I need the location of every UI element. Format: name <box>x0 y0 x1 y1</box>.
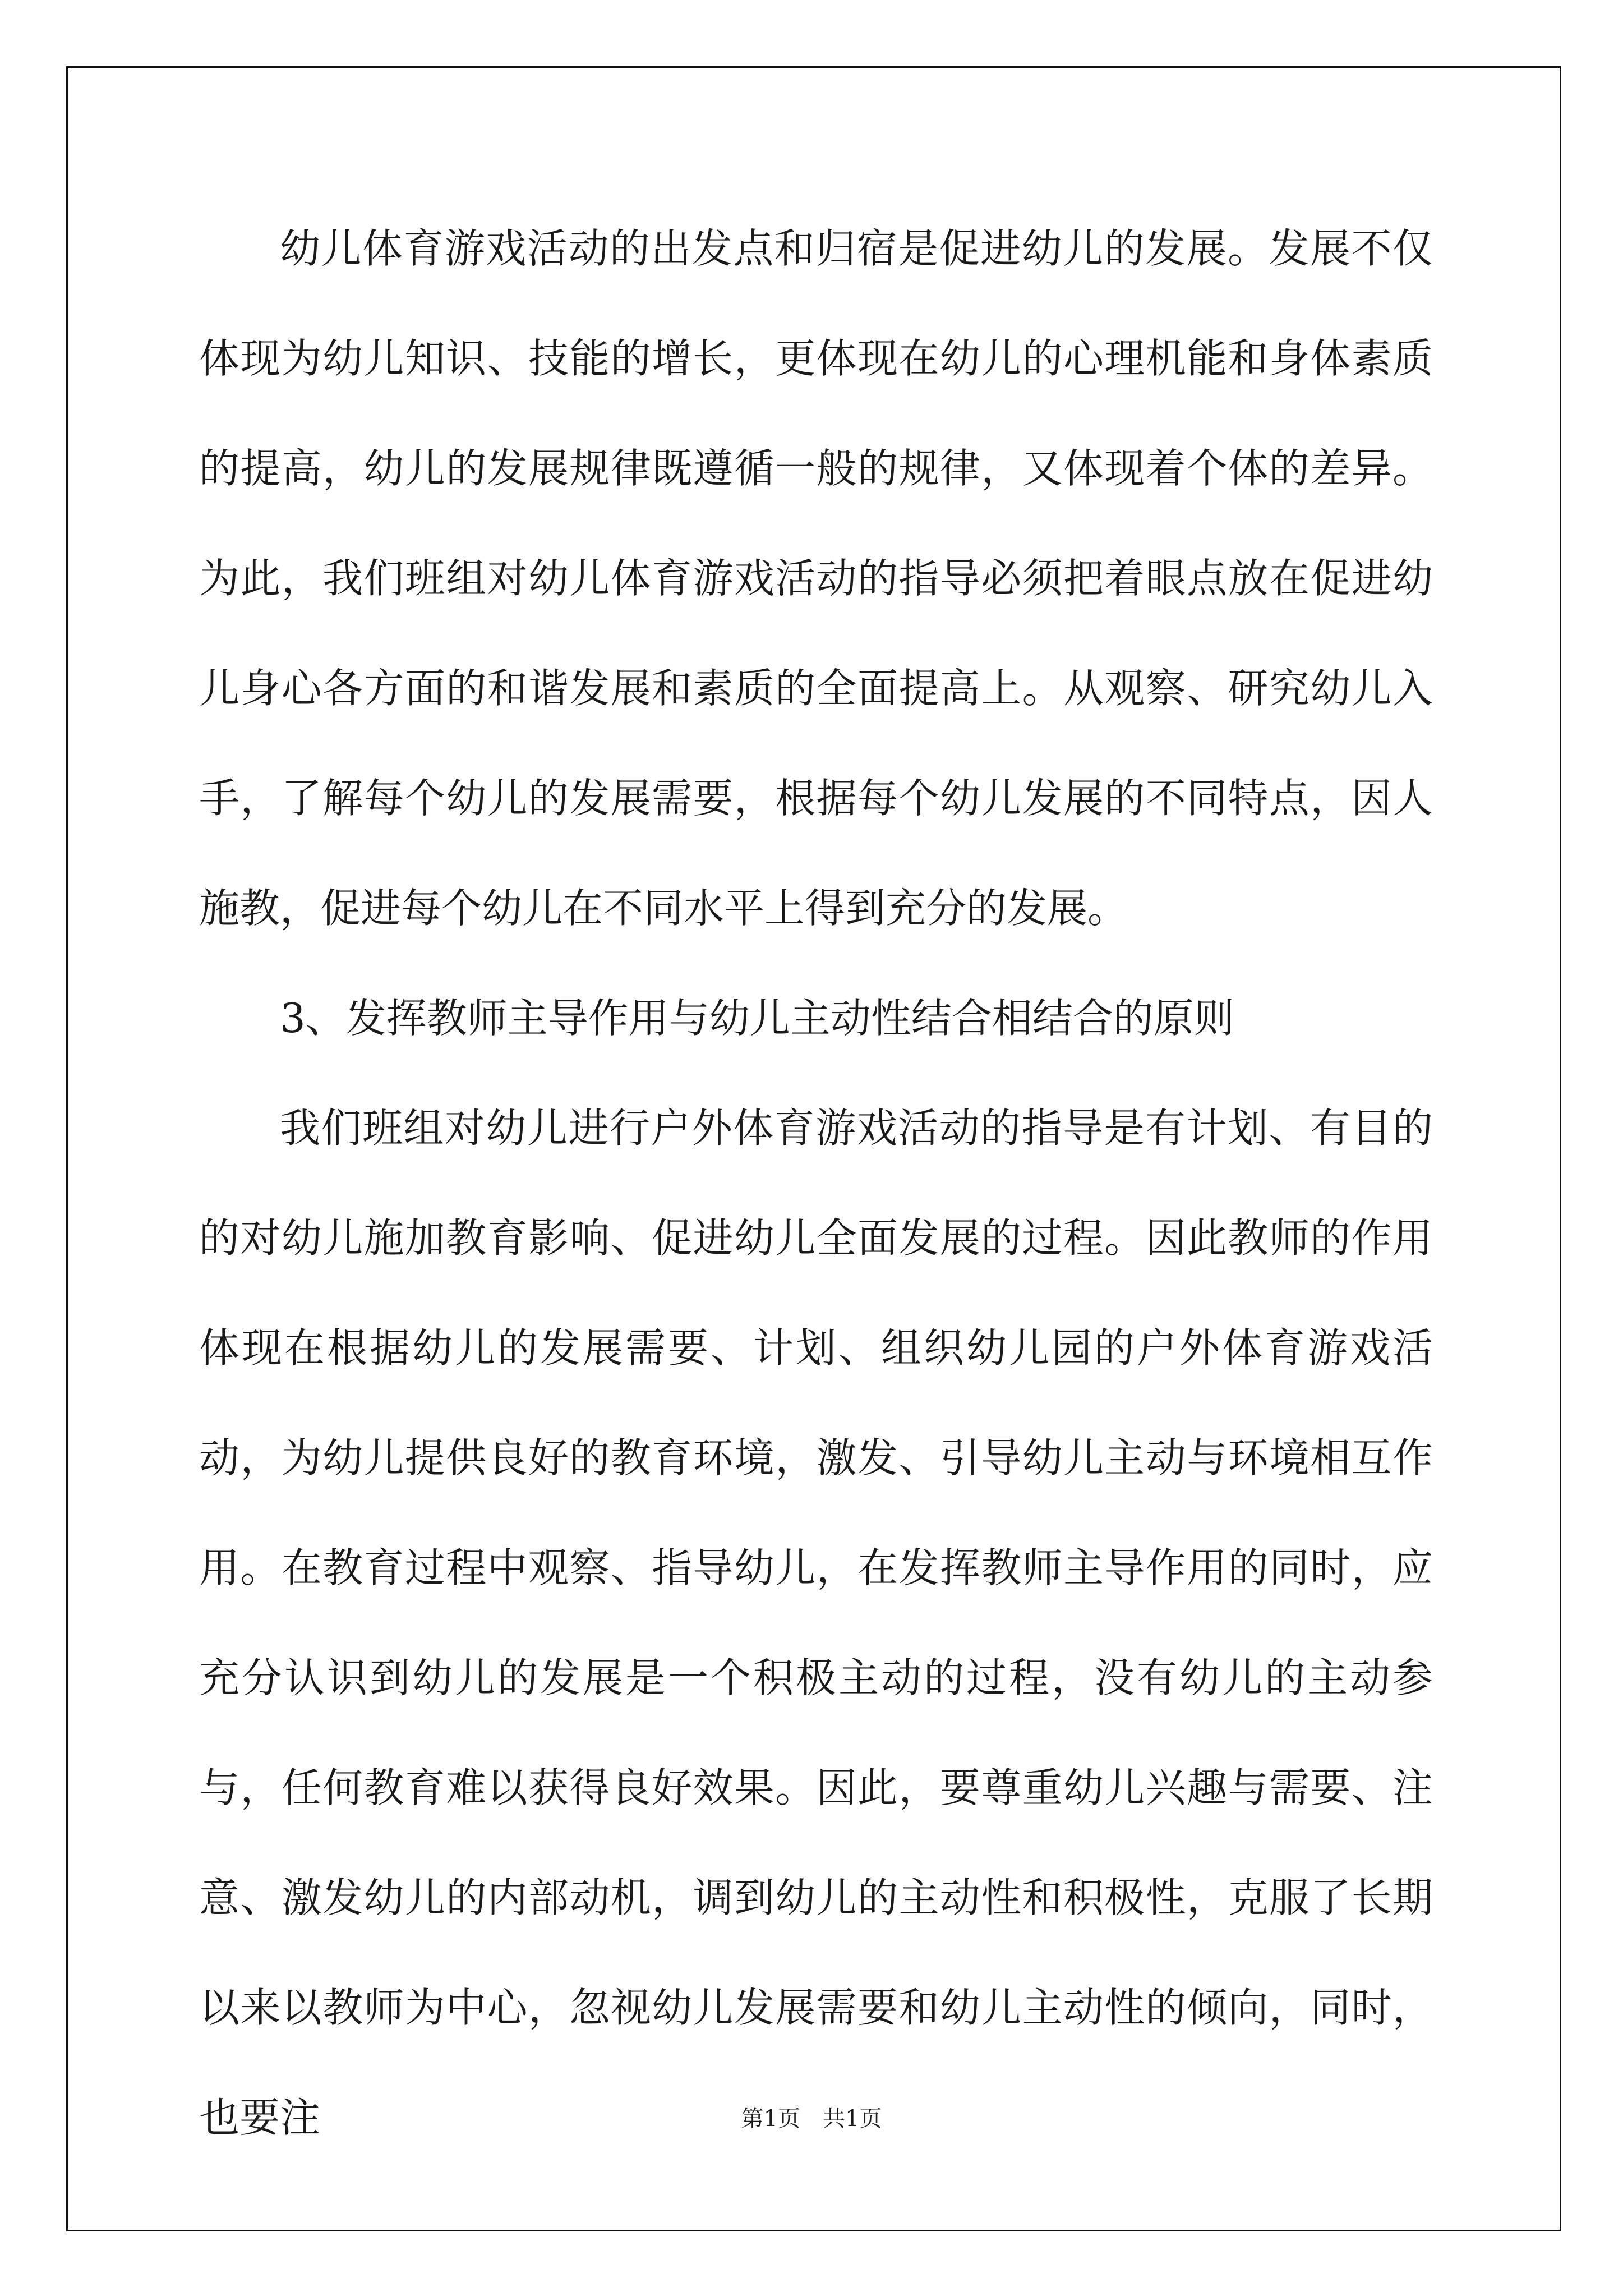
document-body <box>199 194 1433 2173</box>
section-heading-principle-3: 3、发挥教师主导作用与幼儿主动性结合相结合的原则 <box>280 995 1234 1042</box>
page-footer: 第1页 共1页 <box>741 2106 882 2132</box>
paragraph-development: 幼儿体育游戏活动的出发点和归宿是促进幼儿的发展。发展不仅体现为幼儿知识、技能的增长，更体现在幼儿的心理机能和身体素质的提高，幼儿的发展规律既遵循一般的规律，又体现着个体的差异。为此，我们班组对幼儿体育游戏活动的指导必须把着眼点放在促进幼儿身心各方面的和谐发展和素质的全面提高上。从观察、研究幼儿入手，了解每个幼儿的发展需要，根据每个幼儿发展的不同特点，因人施教，促进每个幼儿在不同水平上得到充分的发展。 <box>199 225 1433 932</box>
paragraph-teacher-guidance: 我们班组对幼儿进行户外体育游戏活动的指导是有计划、有目的的对幼儿施加教育影响、促进幼儿全面发展的过程。因此教师的作用体现在根据幼儿的发展需要、计划、组织幼儿园的户外体育游戏活动，为幼儿提供良好的教育环境，激发、引导幼儿主动与环境相互作用。在教育过程中观察、指导幼儿，在发挥教师主导作用的同时，应充分认识到幼儿的发展是一个积极主动的过程，没有幼儿的主动参与，任何教育难以获得良好效果。因此，要尊重幼儿兴趣与需要、注意、激发幼儿的内部动机，调到幼儿的主动性和积极性，克服了长期以来以教师为中心，忽视幼儿发展需要和幼儿主动性的倾向，同时，也要注 <box>199 1105 1433 2141</box>
